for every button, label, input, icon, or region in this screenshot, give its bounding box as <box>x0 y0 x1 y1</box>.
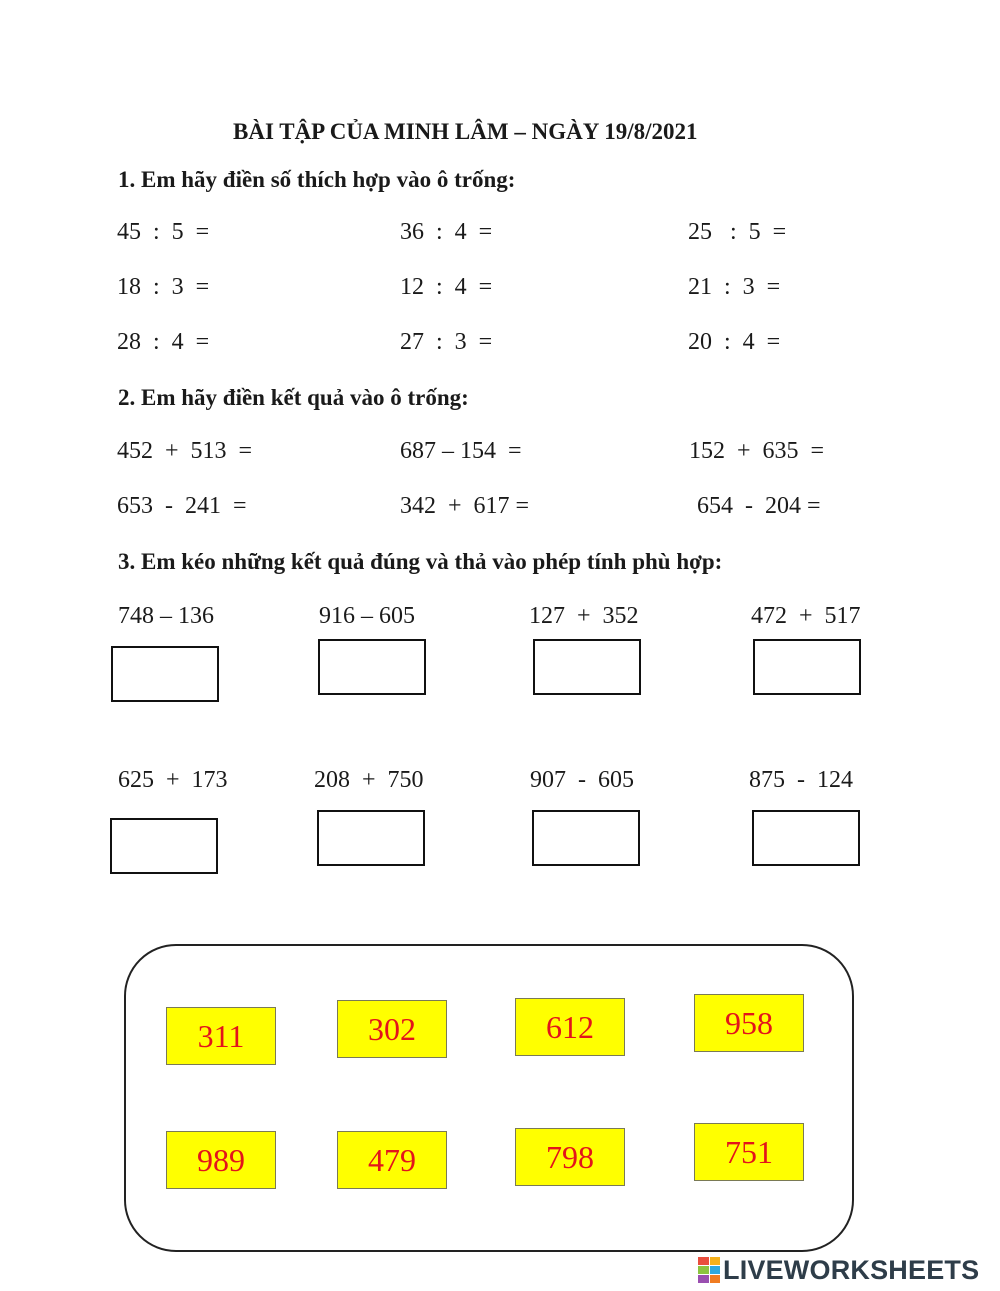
drop-target-box[interactable] <box>533 639 641 695</box>
section-3-heading: 3. Em kéo những kết quả đúng và thả vào phép tính phù hợp: <box>118 549 723 574</box>
answer-tile[interactable]: 751 <box>694 1123 804 1181</box>
liveworksheets-logo <box>698 1255 979 1285</box>
drop-target-box[interactable] <box>532 810 640 866</box>
logo-text: LIVEWORKSHEETS <box>723 1254 980 1285</box>
page-title: BÀI TẬP CỦA MINH LÂM – NGÀY 19/8/2021 <box>233 119 698 144</box>
section-2-heading: 2. Em hãy điền kết quả vào ô trống: <box>118 385 469 410</box>
drag-drop-expression: 472 + 517 <box>751 603 861 629</box>
answer-tile[interactable]: 798 <box>515 1128 625 1186</box>
drag-drop-expression: 208 + 750 <box>314 767 424 793</box>
drag-drop-expression: 748 – 136 <box>118 603 214 629</box>
drop-target-box[interactable] <box>752 810 860 866</box>
division-expression: 12 : 4 = <box>400 274 493 300</box>
drop-target-box[interactable] <box>753 639 861 695</box>
drop-target-box[interactable] <box>111 646 219 702</box>
division-expression: 28 : 4 = <box>117 329 210 355</box>
drop-target-box[interactable] <box>317 810 425 866</box>
drag-drop-expression: 127 + 352 <box>529 603 639 629</box>
division-expression: 21 : 3 = <box>688 274 781 300</box>
answer-tile[interactable]: 302 <box>337 1000 447 1058</box>
division-expression: 25 : 5 = <box>688 219 787 245</box>
answer-tile[interactable]: 958 <box>694 994 804 1052</box>
division-expression: 18 : 3 = <box>117 274 210 300</box>
answer-tray <box>124 944 854 1252</box>
division-expression: 36 : 4 = <box>400 219 493 245</box>
division-expression: 20 : 4 = <box>688 329 781 355</box>
drag-drop-expression: 907 - 605 <box>530 767 634 793</box>
liveworksheets-logo-icon <box>698 1257 720 1283</box>
arithmetic-expression: 342 + 617 = <box>400 493 530 519</box>
arithmetic-expression: 653 - 241 = <box>117 493 247 519</box>
answer-tile[interactable]: 989 <box>166 1131 276 1189</box>
drop-target-box[interactable] <box>318 639 426 695</box>
arithmetic-expression: 687 – 154 = <box>400 438 522 464</box>
drag-drop-expression: 875 - 124 <box>749 767 853 793</box>
drag-drop-expression: 625 + 173 <box>118 767 228 793</box>
arithmetic-expression: 654 - 204 = <box>697 493 821 519</box>
answer-tile[interactable]: 479 <box>337 1131 447 1189</box>
division-expression: 27 : 3 = <box>400 329 493 355</box>
division-expression: 45 : 5 = <box>117 219 210 245</box>
section-1-heading: 1. Em hãy điền số thích hợp vào ô trống: <box>118 167 516 192</box>
answer-tile[interactable]: 311 <box>166 1007 276 1065</box>
drag-drop-expression: 916 – 605 <box>319 603 415 629</box>
answer-tile[interactable]: 612 <box>515 998 625 1056</box>
arithmetic-expression: 452 + 513 = <box>117 438 253 464</box>
arithmetic-expression: 152 + 635 = <box>689 438 825 464</box>
drop-target-box[interactable] <box>110 818 218 874</box>
